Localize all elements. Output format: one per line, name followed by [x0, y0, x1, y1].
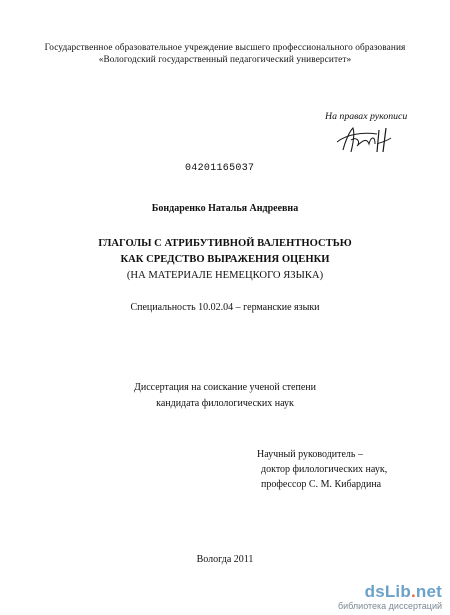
supervisor-line-3: профессор С. М. Кибардина [261, 479, 382, 490]
supervisor-line-2: доктор филологических наук, [261, 464, 388, 475]
watermark-tld: net [415, 582, 442, 601]
specialty: Специальность 10.02.04 – германские языки [130, 302, 320, 313]
watermark [338, 583, 442, 612]
watermark-brand: dsLib [364, 582, 411, 601]
supervisor-line-1: Научный руководитель – [257, 449, 363, 460]
rights-note: На правах рукописи [325, 111, 408, 122]
title-line-1: ГЛАГОЛЫ С АТРИБУТИВНОЙ ВАЛЕНТНОСТЬЮ [98, 238, 352, 249]
document-number: 04201165037 [185, 163, 255, 174]
degree-statement [0, 380, 450, 411]
supervisor-block [257, 447, 387, 492]
dissertation-title [0, 236, 450, 284]
city-year: Вологда 2011 [196, 554, 254, 565]
title-line-2: КАК СРЕДСТВО ВЫРАЖЕНИЯ ОЦЕНКИ [120, 254, 330, 265]
degree-line-2: кандидата филологических наук [156, 397, 294, 409]
institution-header [0, 42, 450, 66]
watermark-tagline: библиотека диссертаций [337, 601, 442, 611]
institution-line-1: Государственное образовательное учреждение высшего профессионального образования [44, 43, 406, 53]
handwritten-signature [333, 122, 403, 156]
watermark-logo [338, 583, 442, 601]
watermark-dot: . [410, 582, 416, 601]
title-line-3: (НА МАТЕРИАЛЕ НЕМЕЦКОГО ЯЗЫКА) [126, 270, 324, 281]
institution-line-2: «Вологодский государственный педагогический университет» [98, 55, 352, 65]
author-name: Бондаренко Наталья Андреевна [151, 203, 299, 214]
degree-line-1: Диссертация на соискание ученой степени [134, 382, 316, 393]
